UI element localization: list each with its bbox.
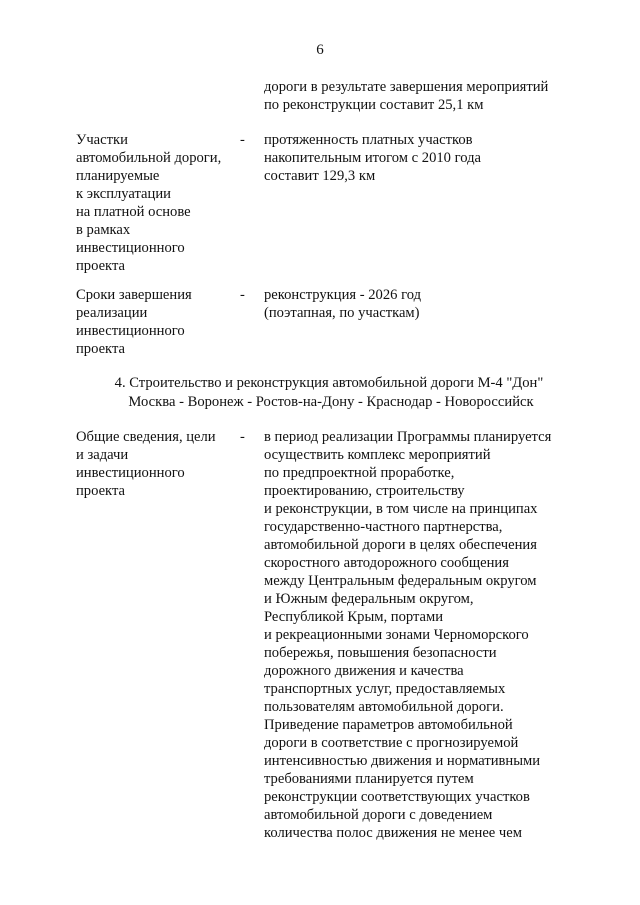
term-line: Участки xyxy=(76,132,128,148)
description-line: проектированию, строительству xyxy=(264,483,465,499)
description-line: Республикой Крым, портами xyxy=(264,609,444,625)
description-line: реконструкция - 2026 год xyxy=(264,287,422,303)
term-line: инвестиционного xyxy=(76,465,185,481)
description-line: накопительным итогом с 2010 года xyxy=(264,150,482,166)
description-line: реконструкции соответствующих участков xyxy=(264,789,530,805)
description-line: интенсивностью движения и нормативными xyxy=(264,753,541,769)
term-line: Общие сведения, цели xyxy=(76,429,216,445)
description-line: пользователям автомобильной дороги. xyxy=(264,699,504,715)
description-line: Приведение параметров автомобильной xyxy=(264,717,513,733)
description-line: по предпроектной проработке, xyxy=(264,465,455,481)
row-description xyxy=(264,286,421,322)
term-line: инвестиционного xyxy=(76,240,185,256)
description-line: в период реализации Программы планируется xyxy=(264,429,552,445)
section-heading-line: Москва - Воронеж - Ростов-на-Дону - Краснодар - Новороссийск xyxy=(128,394,534,410)
description-line: автомобильной дороги в целях обеспечения xyxy=(264,537,537,553)
description-line: скоростного автодорожного сообщения xyxy=(264,555,509,571)
term-line: проекта xyxy=(76,341,125,357)
term-line: планируемые xyxy=(76,168,160,184)
continuation-line: дороги в результате завершения мероприятий xyxy=(264,79,549,95)
description-line: составит 129,3 км xyxy=(264,168,376,184)
term-line: проекта xyxy=(76,258,125,274)
description-line: между Центральным федеральным округом xyxy=(264,573,537,589)
description-line: и рекреационными зонами Черноморского xyxy=(264,627,529,643)
description-line: (поэтапная, по участкам) xyxy=(264,305,420,321)
description-line: и Южным федеральным округом, xyxy=(264,591,474,607)
row-term xyxy=(76,428,216,500)
description-line: дороги в соответствие с прогнозируемой xyxy=(264,735,519,751)
description-line: дорожного движения и качества xyxy=(264,663,464,679)
term-line: к эксплуатации xyxy=(76,186,171,202)
description-line: протяженность платных участков xyxy=(264,132,473,148)
term-line: реализации xyxy=(76,305,148,321)
section-heading xyxy=(0,374,640,412)
description-line: автомобильной дороги с доведением xyxy=(264,807,493,823)
row-term xyxy=(76,131,221,275)
description-line: побережья, повышения безопасности xyxy=(264,645,497,661)
row-term xyxy=(76,286,192,358)
term-line: автомобильной дороги, xyxy=(76,150,222,166)
description-line: государственно-частного партнерства, xyxy=(264,519,503,535)
description-line: количества полос движения не менее чем xyxy=(264,825,522,841)
continuation-line: по реконструкции составит 25,1 км xyxy=(264,97,484,113)
description-line: осуществить комплекс мероприятий xyxy=(264,447,491,463)
term-line: и задачи xyxy=(76,447,129,463)
continuation-text xyxy=(264,78,548,114)
row-dash: - xyxy=(240,287,245,303)
row-description xyxy=(264,131,481,185)
term-line: Сроки завершения xyxy=(76,287,192,303)
description-line: требованиями планируется путем xyxy=(264,771,474,787)
row-description xyxy=(264,428,551,842)
row-dash: - xyxy=(240,132,245,148)
term-line: инвестиционного xyxy=(76,323,185,339)
description-line: транспортных услуг, предоставляемых xyxy=(264,681,506,697)
description-line: и реконструкции, в том числе на принципах xyxy=(264,501,538,517)
page-number: 6 xyxy=(316,42,324,58)
term-line: на платной основе xyxy=(76,204,191,220)
term-line: проекта xyxy=(76,483,125,499)
row-dash: - xyxy=(240,429,245,445)
term-line: в рамках xyxy=(76,222,131,238)
section-heading-line: 4. Строительство и реконструкция автомобильной дороги М-4 "Дон" xyxy=(114,375,544,391)
